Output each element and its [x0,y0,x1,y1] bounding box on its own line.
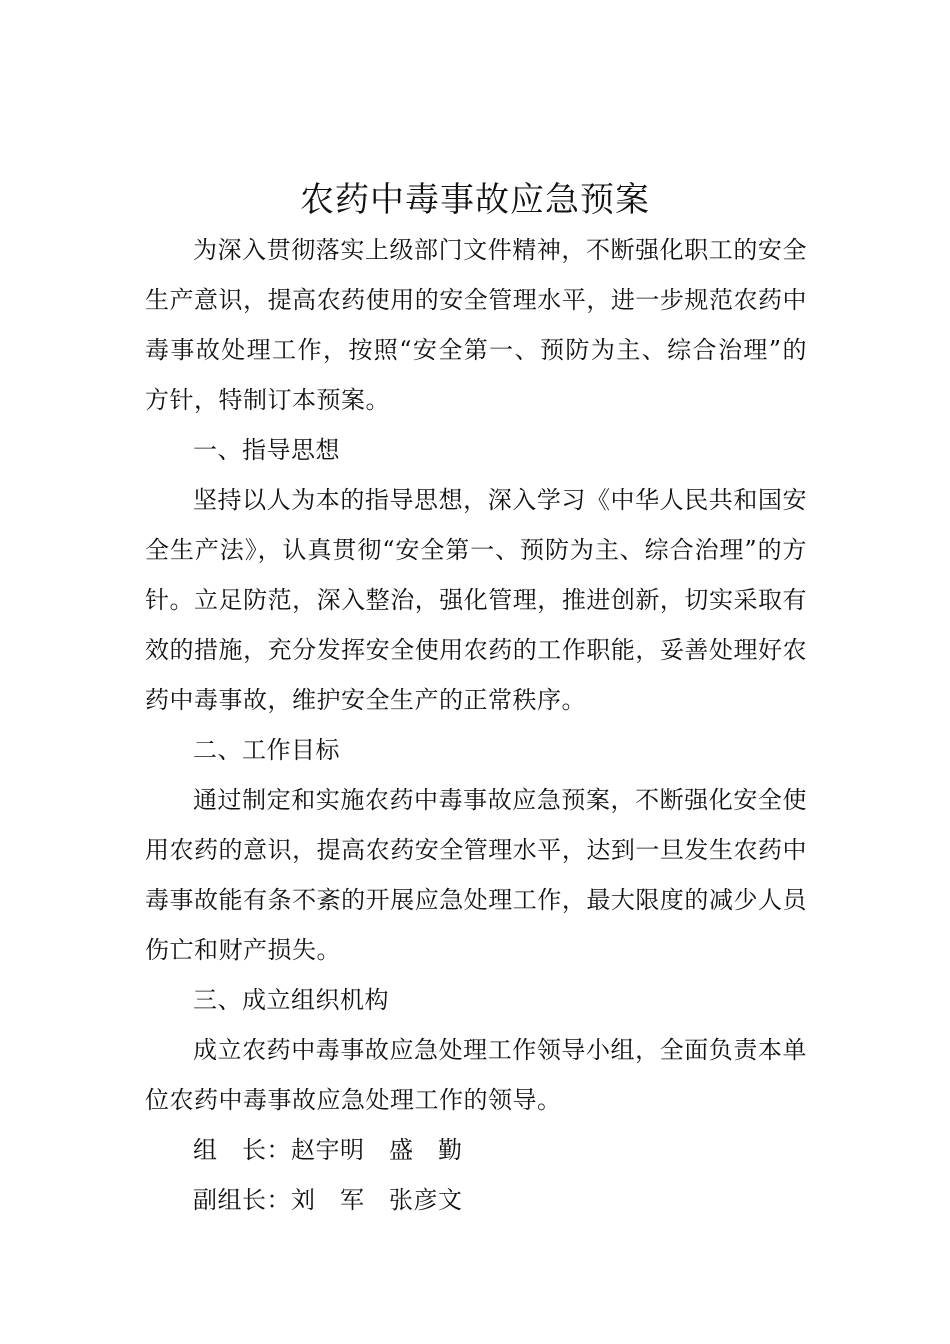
document-body [145,225,807,1225]
section-heading-organization: 三、成立组织机构 [193,986,389,1014]
member-line-deputy-leader: 副组长：刘 军 张彦文 [193,1186,463,1214]
section-text-organization: 成立农药中毒事故应急处理工作领导小组，全面负责本单位农药中毒事故应急处理工作的领导。 [145,1036,807,1114]
section-heading-work-goals: 二、工作目标 [193,736,340,764]
intro-paragraph: 为深入贯彻落实上级部门文件精神，不断强化职工的安全生产意识，提高农药使用的安全管理水平，进一步规范农药中毒事故处理工作，按照“安全第一、预防为主、综合治理”的方针，特制订本预案。 [145,236,807,414]
member-line-leader: 组 长：赵宇明 盛 勤 [193,1136,463,1164]
document-title: 农药中毒事故应急预案 [300,180,650,220]
section-text-guiding-ideology: 坚持以人为本的指导思想，深入学习《中华人民共和国安全生产法》，认真贯彻“安全第一、预防为主、综合治理”的方针。立足防范，深入整治，强化管理，推进创新，切实采取有效的措施，充分发挥安全使用农药的工作职能，妥善处理好农药中毒事故，维护安全生产的正常秩序。 [145,486,807,714]
section-text-work-goals: 通过制定和实施农药中毒事故应急预案，不断强化安全使用农药的意识，提高农药安全管理水平，达到一旦发生农药中毒事故能有条不紊的开展应急处理工作，最大限度的减少人员伤亡和财产损失。 [145,786,807,964]
section-heading-guiding-ideology: 一、指导思想 [193,436,340,464]
